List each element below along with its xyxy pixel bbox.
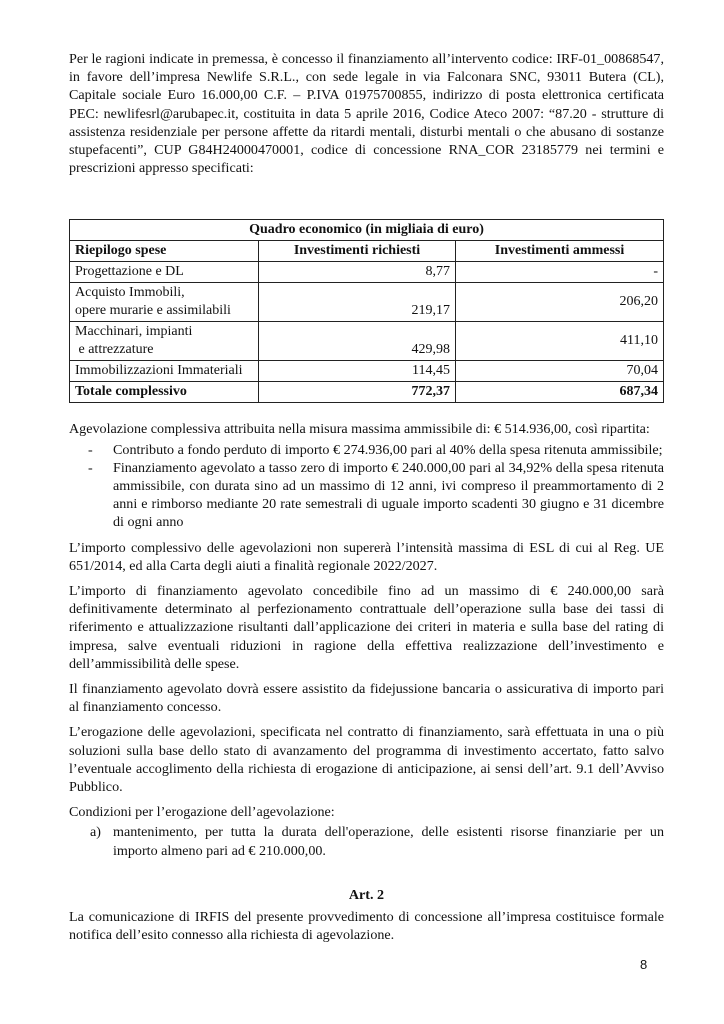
total-label: Totale complessivo bbox=[70, 382, 259, 403]
economic-table bbox=[69, 219, 664, 403]
condition-mark: a) bbox=[90, 824, 101, 841]
total-ammessi: 687,34 bbox=[456, 382, 664, 403]
row-label: Macchinari, impianti e attrezzature bbox=[70, 322, 259, 361]
list-item: - Finanziamento agevolato a tasso zero di importo € 240.000,00 pari al 34,92% della spesa ritenuta ammissibile, con durata sino ad un massimo di 12 anni, ivi compreso il preammortamento di 2 anni e rimborso mediante 20 rate semestrali di uguale importo scadenti 30 giugno e 31 dicembre di ogni anno bbox=[88, 459, 664, 531]
agevolazione-list bbox=[69, 441, 664, 532]
paragraph-fidejussione: Il finanziamento agevolato dovrà essere assistito da fidejussione bancaria o assicurativa di importo pari al finanziamento concesso. bbox=[69, 681, 664, 716]
dash-mark: - bbox=[88, 441, 93, 458]
row-ammessi: - bbox=[456, 262, 664, 283]
row-richiesti: 429,98 bbox=[259, 322, 456, 361]
header-riepilogo: Riepilogo spese bbox=[70, 241, 259, 262]
total-richiesti: 772,37 bbox=[259, 382, 456, 403]
intro-paragraph: Per le ragioni indicate in premessa, è concesso il finanziamento all’intervento codice: IRF-01_00868547, in favore dell’impresa Newlife S.R.L., con sede legale in via Falconara SNC, 93011 Butera (CL), Capitale sociale Euro 16.000,00 C.F. – P.IVA 01975700855, indirizzo di posta elettronica certificata PEC: newlifesrl@arubapec.it, costituita in data 5 aprile 2016, Codice Ateco 2007: “87.20 - strutture di assistenza residenziale per persone affette da ritardi mentali, disturbi mentali o che abusano di sostanze stupefacenti”, CUP G84H24000470001, codice di concessione RNA_COR 23185779 nei termini e prescrizioni appresso specificati: bbox=[69, 51, 664, 177]
row-richiesti: 114,45 bbox=[259, 361, 456, 382]
article-heading: Art. 2 bbox=[348, 886, 385, 903]
article-2-text: La comunicazione di IRFIS del presente provvedimento di concessione all’impresa costituisce formale notifica dell’esito connesso alla richiesta di agevolazione. bbox=[69, 908, 664, 944]
paragraph-esl: L’importo complessivo delle agevolazioni non supererà l’intensità massima di ESL di cui al Reg. UE 651/2014, ed alla Carta degli aiuti a finalità regionale 2022/2027. bbox=[69, 539, 664, 574]
paragraph-finanziamento: L’importo di finanziamento agevolato concedibile fino ad un massimo di € 240.000,00 sarà definitivamente determinato al perfezionamento contrattuale dell’operazione sulla base dei tassi di riferimento e attualizzazione risultanti dall’applicazione dei criteri in materia e sulla base del rating di impresa, salve eventuali riduzioni in ragione della effettiva realizzazione dell’investimento e dell’ammissibilità delle spese. bbox=[69, 583, 664, 672]
paragraph-erogazione: L’erogazione delle agevolazioni, specificata nel contratto di finanziamento, sarà effettuata in una o più soluzioni sulla base dello stato di avanzamento del programma di investimento accertato, fatto salvo l’eventuale accoglimento della richiesta di erogazione di anticipazione, ai sensi dell’art. 9.1 dell’Avviso Pubblico. bbox=[69, 724, 664, 796]
table-total-row bbox=[70, 382, 664, 403]
row-label: Acquisto Immobili, opere murarie e assimilabili bbox=[70, 283, 259, 322]
table-row bbox=[70, 283, 664, 322]
table-title: Quadro economico (in migliaia di euro) bbox=[70, 220, 664, 241]
dash-mark: - bbox=[88, 459, 93, 476]
row-ammessi: 411,10 bbox=[456, 322, 664, 361]
row-ammessi: 206,20 bbox=[456, 283, 664, 322]
table-row bbox=[70, 361, 664, 382]
table-header-row bbox=[70, 241, 664, 262]
row-label: Progettazione e DL bbox=[70, 262, 259, 283]
list-item: - Contributo a fondo perduto di importo € 274.936,00 pari al 40% della spesa ritenuta ammissibile; bbox=[88, 441, 663, 458]
header-ammessi: Investimenti ammessi bbox=[456, 241, 664, 262]
document-page bbox=[69, 50, 664, 951]
table-row bbox=[70, 322, 664, 361]
list-item: a) mantenimento, per tutta la durata dell'operazione, delle esistenti risorse finanziarie per un importo almeno pari ad € 210.000,00. bbox=[90, 824, 664, 859]
agevolazione-intro: Agevolazione complessiva attribuita nella misura massima ammissibile di: € 514.936,00, così ripartita: bbox=[69, 421, 650, 438]
page-number: 8 bbox=[640, 957, 648, 972]
table-title-row bbox=[70, 220, 664, 241]
table-row bbox=[70, 262, 664, 283]
row-ammessi: 70,04 bbox=[456, 361, 664, 382]
header-richiesti: Investimenti richiesti bbox=[259, 241, 456, 262]
row-label: Immobilizzazioni Immateriali bbox=[70, 361, 259, 382]
row-richiesti: 8,77 bbox=[259, 262, 456, 283]
paragraph-condizioni: Condizioni per l’erogazione dell’agevolazione: bbox=[69, 804, 335, 821]
conditions-list bbox=[69, 823, 664, 859]
row-richiesti: 219,17 bbox=[259, 283, 456, 322]
